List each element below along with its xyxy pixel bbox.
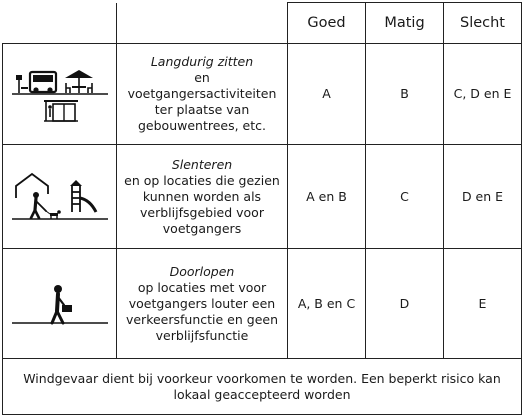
row-description: en voetgangersactiviteiten ter plaatse van gebouwentrees, etc.: [127, 70, 277, 133]
strolling-dog-walker-playground-icon: [10, 162, 110, 232]
cell-bad: D en E: [444, 145, 522, 249]
cell-good: A en B: [288, 145, 366, 249]
row-icon-cell: [3, 249, 117, 359]
footer-note: Windgevaar dient bij voorkeur voorkomen te worden. Een beperkt risico kan lokaal geaccepteerd worden: [3, 359, 522, 415]
table-row: [3, 44, 522, 145]
wind-comfort-table: [2, 2, 522, 415]
header-good: Goed: [288, 3, 366, 44]
table-row: [3, 249, 522, 359]
row-title: Slenteren: [171, 156, 233, 172]
cell-good: A: [288, 44, 366, 145]
row-description: op locaties met voor voetgangers louter een verkeersfunctie en geen verblijfsfunctie: [125, 279, 279, 343]
cell-moderate: C: [366, 145, 444, 249]
cell-bad: E: [444, 249, 522, 359]
cell-bad: C, D en E: [444, 44, 522, 145]
row-title: Langdurig zitten: [150, 54, 254, 69]
footer-row: [3, 359, 522, 415]
row-title: Doorlopen: [169, 263, 235, 279]
header-empty-cell: [117, 3, 288, 44]
cell-moderate: D: [366, 249, 444, 359]
table-row: [3, 145, 522, 249]
cell-moderate: B: [366, 44, 444, 145]
row-icon-cell: [3, 145, 117, 249]
walking-person-briefcase-icon: [10, 269, 110, 339]
row-description-cell: [117, 249, 288, 359]
row-icon-cell: [3, 44, 117, 145]
header-bad: Slecht: [444, 3, 522, 44]
cell-good: A, B en C: [288, 249, 366, 359]
sitting-bus-stop-terrace-entrance-icon: [10, 59, 110, 129]
row-description-cell: [117, 145, 288, 249]
header-moderate: Matig: [366, 3, 444, 44]
row-description: en op locaties die gezien kunnen worden als verblijfsgebied voor voetgangers: [124, 172, 280, 236]
header-row: [3, 3, 522, 44]
row-description-cell: [117, 44, 288, 145]
header-empty-cell: [3, 3, 117, 44]
